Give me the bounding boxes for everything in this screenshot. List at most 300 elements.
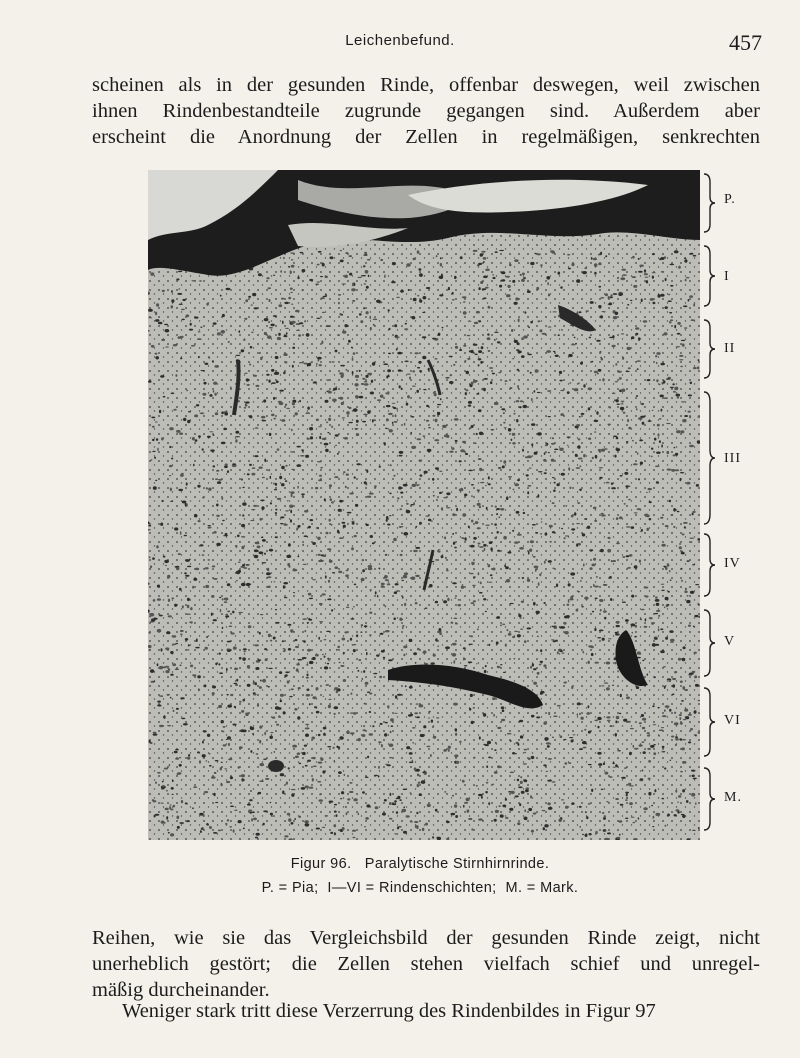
cell-speck	[185, 559, 190, 562]
cell-speck	[512, 530, 514, 532]
cell-speck	[681, 568, 683, 570]
cell-speck	[410, 432, 412, 434]
cell-speck	[203, 814, 205, 817]
cell-speck	[241, 536, 245, 538]
cell-speck	[200, 370, 205, 371]
cell-speck	[505, 798, 507, 801]
cell-speck	[250, 750, 252, 753]
cell-speck	[568, 467, 570, 470]
cell-speck	[505, 566, 509, 569]
cell-speck	[519, 547, 524, 550]
cell-speck	[191, 280, 196, 281]
cell-speck	[644, 269, 646, 272]
cell-speck	[264, 648, 267, 650]
cell-speck	[406, 815, 410, 817]
cell-speck	[496, 508, 500, 510]
cell-speck	[547, 802, 550, 805]
cell-speck	[676, 346, 680, 347]
cell-speck	[677, 333, 681, 335]
cell-speck	[305, 765, 308, 767]
cell-speck	[583, 384, 585, 387]
cell-speck	[236, 679, 238, 682]
cell-speck	[594, 628, 596, 631]
cell-speck	[591, 361, 593, 363]
cell-speck	[198, 435, 201, 437]
cell-speck	[427, 449, 432, 452]
cell-speck	[478, 543, 481, 545]
cell-speck	[515, 297, 518, 300]
cell-speck	[436, 499, 438, 502]
cell-speck	[452, 533, 454, 535]
cell-speck	[252, 293, 256, 296]
cell-speck	[269, 736, 273, 739]
cell-speck	[394, 324, 397, 327]
cell-speck	[349, 273, 352, 276]
cell-speck	[518, 318, 520, 320]
cell-speck	[551, 443, 555, 445]
cell-speck	[542, 810, 546, 811]
cell-speck	[275, 509, 277, 511]
cell-speck	[309, 703, 311, 705]
cell-speck	[290, 510, 292, 514]
cell-speck	[367, 373, 372, 376]
cell-speck	[320, 758, 323, 761]
cell-speck	[628, 427, 631, 430]
cell-speck	[639, 265, 643, 267]
cell-speck	[341, 375, 344, 378]
cell-speck	[209, 826, 212, 829]
cell-speck	[229, 826, 232, 828]
cell-speck	[244, 318, 247, 320]
cell-speck	[490, 574, 493, 576]
cell-speck	[534, 253, 536, 255]
cell-speck	[331, 361, 334, 362]
cell-speck	[463, 805, 465, 808]
cell-speck	[576, 279, 580, 283]
cell-speck	[497, 727, 501, 729]
cell-speck	[155, 814, 160, 816]
cell-speck	[206, 636, 208, 638]
cell-speck	[340, 665, 344, 666]
cell-speck	[296, 323, 300, 324]
cell-speck	[684, 259, 687, 262]
cell-speck	[568, 583, 571, 586]
cell-speck	[213, 619, 217, 621]
brace-icon	[702, 318, 716, 380]
cell-speck	[318, 799, 323, 802]
cell-speck	[290, 270, 292, 274]
cell-speck	[688, 394, 692, 396]
cell-speck	[316, 419, 319, 422]
cell-speck	[251, 473, 255, 476]
cell-speck	[455, 728, 458, 731]
cell-speck	[362, 378, 365, 380]
cell-speck	[159, 615, 163, 617]
cell-speck	[523, 335, 528, 338]
cell-speck	[492, 373, 495, 375]
cell-speck	[452, 513, 455, 516]
cell-speck	[505, 380, 508, 381]
cell-speck	[306, 664, 308, 665]
cell-speck	[471, 495, 473, 497]
cell-speck	[663, 397, 668, 399]
cell-speck	[198, 356, 200, 358]
cell-speck	[225, 614, 228, 616]
cell-speck	[310, 619, 313, 621]
cell-speck	[591, 789, 593, 792]
cell-speck	[325, 276, 328, 279]
cell-speck	[532, 524, 536, 526]
cell-speck	[497, 765, 501, 768]
cell-speck	[260, 614, 263, 615]
cell-speck	[165, 565, 167, 566]
cell-speck	[179, 304, 183, 305]
cell-speck	[281, 419, 285, 422]
cell-speck	[259, 686, 262, 689]
cell-speck	[307, 363, 311, 366]
cell-speck	[330, 498, 332, 501]
cell-speck	[355, 383, 359, 386]
cell-speck	[452, 643, 457, 646]
cell-speck	[276, 381, 279, 384]
cell-speck	[693, 626, 695, 628]
cell-speck	[445, 646, 450, 649]
cell-speck	[179, 757, 182, 758]
cell-speck	[212, 686, 216, 689]
cell-speck	[364, 703, 367, 705]
cell-speck	[594, 586, 599, 588]
cell-speck	[167, 575, 170, 579]
cell-speck	[379, 676, 382, 678]
cell-speck	[314, 706, 317, 708]
cell-speck	[215, 663, 217, 666]
cell-speck	[454, 547, 457, 549]
cell-speck	[546, 350, 551, 353]
cell-speck	[535, 369, 539, 373]
cell-speck	[227, 819, 230, 821]
cell-speck	[216, 543, 221, 546]
cell-speck	[263, 759, 267, 760]
cell-speck	[352, 644, 357, 645]
cell-speck	[165, 329, 170, 332]
cell-speck	[397, 497, 399, 499]
cell-speck	[307, 622, 309, 624]
cell-speck	[327, 548, 331, 550]
cell-speck	[251, 818, 253, 821]
cell-speck	[164, 324, 168, 325]
cell-speck	[173, 710, 175, 712]
cell-speck	[634, 512, 638, 513]
cell-speck	[406, 503, 409, 505]
cell-speck	[408, 289, 410, 291]
cell-speck	[652, 253, 655, 255]
cell-speck	[328, 699, 331, 700]
cell-speck	[390, 718, 394, 721]
cell-speck	[364, 252, 367, 254]
cell-speck	[167, 725, 171, 726]
cell-speck	[494, 771, 498, 774]
cell-speck	[567, 391, 570, 394]
cell-speck	[533, 556, 536, 558]
cell-speck	[540, 264, 542, 266]
cell-speck	[642, 660, 644, 661]
cell-speck	[270, 813, 273, 816]
cell-speck	[680, 722, 683, 725]
cell-speck	[588, 731, 591, 734]
cell-speck	[302, 269, 306, 272]
cell-speck	[488, 802, 490, 805]
cell-speck	[350, 732, 355, 734]
cell-speck	[514, 259, 518, 262]
cell-speck	[649, 518, 652, 520]
cell-speck	[651, 622, 654, 625]
cell-speck	[652, 826, 654, 827]
cell-speck	[376, 654, 379, 656]
cell-speck	[635, 333, 638, 335]
cell-speck	[592, 611, 594, 613]
cell-speck	[163, 822, 166, 824]
cell-speck	[455, 598, 457, 599]
cell-speck	[359, 370, 361, 372]
cell-speck	[475, 354, 478, 356]
cell-speck	[343, 679, 346, 682]
cell-speck	[679, 738, 682, 740]
cell-speck	[473, 344, 478, 346]
cell-speck	[337, 646, 340, 649]
cell-speck	[236, 355, 241, 356]
cell-speck	[486, 782, 489, 784]
cell-speck	[330, 524, 332, 526]
cell-speck	[552, 437, 554, 439]
cell-speck	[273, 315, 277, 317]
cell-speck	[684, 257, 686, 259]
cell-speck	[659, 418, 662, 420]
cell-speck	[674, 722, 679, 725]
cell-speck	[473, 250, 478, 252]
cell-speck	[686, 800, 689, 803]
cell-speck	[196, 638, 198, 642]
cell-speck	[155, 356, 159, 359]
cell-speck	[689, 415, 691, 418]
cell-speck	[388, 659, 393, 661]
cell-speck	[171, 305, 174, 308]
cell-speck	[604, 617, 606, 620]
cell-speck	[363, 265, 365, 267]
cell-speck	[214, 365, 219, 368]
cell-speck	[306, 438, 310, 440]
cell-speck	[660, 395, 664, 398]
cell-speck	[510, 772, 514, 774]
cell-speck	[611, 483, 613, 485]
cell-speck	[261, 537, 264, 538]
cell-speck	[346, 411, 349, 415]
cell-speck	[496, 513, 498, 515]
cell-speck	[341, 402, 344, 405]
cell-speck	[588, 387, 593, 390]
cell-speck	[415, 662, 417, 664]
cell-speck	[385, 722, 388, 724]
cell-speck	[517, 822, 520, 825]
cell-speck	[170, 833, 174, 836]
cell-speck	[362, 383, 364, 385]
cell-speck	[646, 492, 648, 493]
cell-speck	[387, 391, 389, 394]
cell-speck	[499, 285, 502, 288]
cell-speck	[514, 631, 518, 632]
cell-speck	[162, 500, 164, 502]
cell-speck	[599, 599, 603, 602]
cell-speck	[226, 781, 230, 783]
cell-speck	[666, 451, 669, 454]
cell-speck	[168, 832, 170, 834]
cell-speck	[481, 251, 485, 253]
cell-speck	[284, 597, 288, 598]
cell-speck	[510, 740, 512, 742]
cell-speck	[178, 271, 182, 273]
cell-speck	[354, 476, 356, 478]
cell-speck	[630, 728, 634, 729]
cell-speck	[417, 648, 420, 651]
cell-speck	[648, 488, 652, 490]
cell-speck	[232, 611, 234, 614]
cell-speck	[530, 321, 533, 323]
cell-speck	[591, 564, 595, 567]
cell-speck	[642, 727, 645, 730]
cell-speck	[352, 300, 355, 302]
cell-speck	[531, 756, 535, 759]
text-line: unerheblich gestört; die Zellen stehen vielfach schief und unregel-	[92, 953, 760, 975]
cell-speck	[494, 537, 497, 540]
cell-speck	[395, 336, 400, 338]
cell-speck	[217, 332, 221, 334]
cell-speck	[356, 396, 359, 398]
cell-speck	[588, 803, 591, 805]
cell-speck	[667, 604, 670, 606]
cell-speck	[464, 665, 468, 666]
cell-speck	[291, 822, 294, 825]
cell-speck	[174, 751, 178, 754]
cell-speck	[346, 731, 350, 734]
cell-speck	[585, 811, 587, 813]
cell-speck	[409, 752, 413, 755]
cell-speck	[370, 535, 373, 538]
cell-speck	[574, 512, 576, 515]
cell-speck	[552, 626, 556, 627]
cell-speck	[154, 457, 156, 459]
cell-speck	[488, 564, 491, 567]
cell-speck	[244, 651, 246, 653]
cell-speck	[488, 476, 490, 479]
cell-speck	[459, 349, 462, 351]
cell-speck	[249, 464, 252, 466]
cell-speck	[260, 680, 262, 682]
cell-speck	[507, 629, 509, 631]
cell-speck	[559, 380, 562, 382]
cell-speck	[326, 325, 330, 327]
cell-speck	[186, 314, 190, 317]
cell-speck	[316, 687, 319, 690]
cell-speck	[658, 735, 660, 737]
cell-speck	[682, 419, 686, 422]
cell-speck	[539, 573, 541, 576]
cell-speck	[274, 418, 276, 420]
cell-speck	[252, 468, 256, 469]
cell-speck	[604, 682, 608, 683]
cell-speck	[473, 757, 476, 758]
cell-speck	[589, 567, 592, 570]
cell-speck	[170, 651, 174, 654]
cell-speck	[622, 357, 624, 360]
cell-speck	[268, 634, 271, 638]
cell-speck	[517, 369, 520, 371]
cell-speck	[487, 337, 491, 340]
cell-speck	[478, 409, 482, 412]
cell-speck	[187, 598, 190, 601]
cell-speck	[670, 760, 672, 761]
cell-speck	[626, 797, 628, 799]
cell-speck	[523, 405, 528, 409]
cell-speck	[607, 549, 611, 553]
cell-speck	[183, 723, 188, 725]
cell-speck	[571, 740, 574, 743]
cell-speck	[445, 557, 447, 559]
cell-speck	[245, 403, 247, 406]
cell-speck	[548, 807, 553, 810]
cell-speck	[187, 420, 190, 423]
cell-speck	[572, 734, 575, 735]
cell-speck	[150, 565, 152, 568]
cell-speck	[582, 834, 584, 835]
cell-speck	[643, 320, 648, 322]
cell-speck	[304, 320, 306, 322]
cell-speck	[176, 816, 179, 820]
cell-speck	[597, 752, 601, 755]
cell-speck	[548, 560, 552, 563]
cell-speck	[245, 299, 248, 302]
cell-speck	[292, 569, 297, 572]
cell-speck	[581, 606, 584, 607]
cell-speck	[352, 358, 354, 361]
cell-speck	[478, 358, 482, 360]
cell-speck	[480, 281, 483, 284]
cell-speck	[493, 714, 495, 717]
cell-speck	[179, 433, 183, 435]
cell-speck	[232, 724, 236, 726]
cell-speck	[594, 420, 599, 422]
cell-speck	[206, 487, 208, 489]
cell-speck	[552, 531, 555, 533]
cell-speck	[202, 496, 204, 498]
cell-speck	[597, 726, 599, 729]
text-line: mäßig durcheinander.	[92, 979, 270, 1001]
cell-speck	[202, 393, 206, 396]
cell-speck	[664, 256, 666, 259]
cell-speck	[638, 258, 640, 260]
cell-speck	[290, 491, 294, 494]
cell-speck	[626, 371, 630, 372]
cell-speck	[665, 278, 667, 281]
cell-speck	[601, 685, 604, 686]
cell-speck	[259, 551, 264, 554]
cell-speck	[221, 330, 225, 334]
cell-speck	[639, 722, 642, 724]
cell-speck	[288, 648, 291, 651]
cell-speck	[309, 787, 314, 789]
cell-speck	[384, 733, 387, 736]
cell-speck	[692, 830, 696, 831]
cell-speck	[262, 477, 265, 479]
cell-speck	[241, 710, 244, 713]
